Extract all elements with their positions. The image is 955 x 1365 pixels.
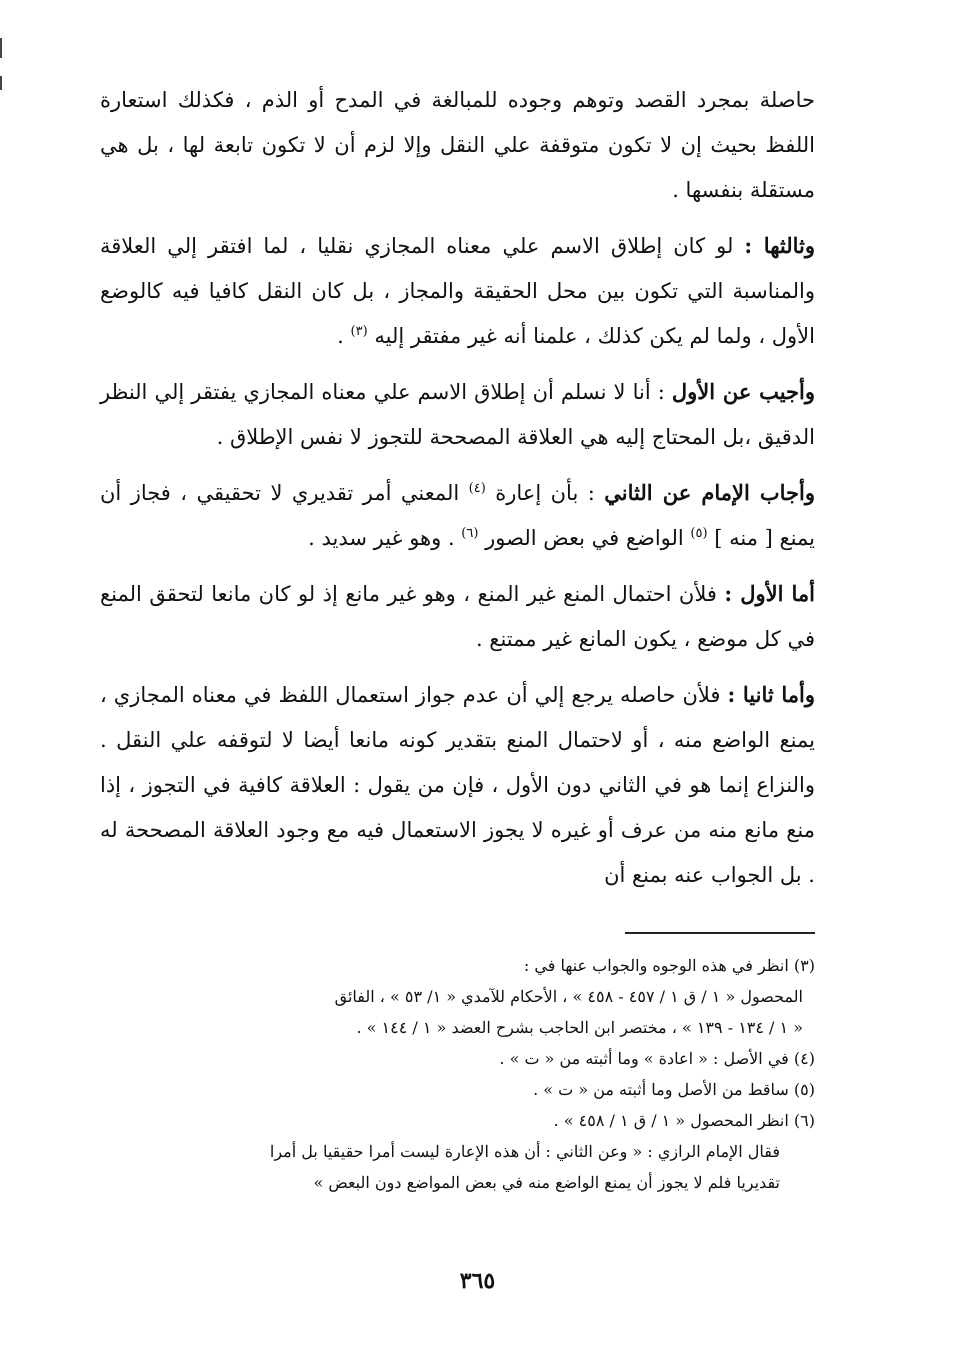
footnote-3: (٣) انظر في هذه الوجوه والجواب عنها في : xyxy=(523,956,815,975)
footnote-6: (٦) انظر المحصول « ١ / ق ١ / ٤٥٨ » . xyxy=(553,1111,815,1130)
paragraph-lead: وأجيب عن الأول xyxy=(671,379,815,404)
paragraph-text-tail: . وهو غير سديد . xyxy=(308,526,462,550)
paragraph-1 xyxy=(100,78,815,213)
footnote-6-quote: فقال الإمام الرازي : « وعن الثاني : أن هذه الإعارة ليست أمرا حقيقيا بل أمرا xyxy=(269,1142,780,1161)
paragraph-text: لو كان إطلاق الاسم علي معناه المجازي نقليا ، لما افتقر إلي العلاقة والمناسبة التي تكون بين محل الحقيقة والمجاز ، بل كان النقل كافيا فيه كالوضع الأول ، ولما لم يكن كذلك ، علمنا أنه غير مفتقر إليه xyxy=(100,234,815,348)
footnote-ref: (٤) xyxy=(468,481,486,496)
footnote-3-line: المحصول « ١ / ق ١ / ٤٥٧ - ٤٥٨ » ، الأحكام للآمدي « ١/ ٥٣ » ، الفائق xyxy=(334,987,803,1006)
paragraph-text: حاصلة بمجرد القصد وتوهم وجوده للمبالغة في المدح أو الذم ، فكذلك استعارة اللفظ بحيث إن لا تكون متوقفة علي النقل وإلا لزم أن لا تكون تابعة لها ، بل هي مستقلة بنفسها . xyxy=(100,88,815,202)
footnote-separator xyxy=(625,932,815,934)
paragraph-text: فلأن حاصله يرجع إلي أن عدم جواز استعمال اللفظ في معناه المجازي ، يمنع الواضع منه ، أو لاحتمال المنع بتقدير كونه مانعا أيضا لا لتوقفه علي النقل . والنزاع إنما هو في الثاني دون الأول ، فإن من يقول : العلاقة كافية في التجوز ، إذا منع مانع منه من عرف أو غيره لا يجوز الاستعمال فيه مع وجود العلاقة المصححة له . بل الجواب عنه بمنع أن xyxy=(100,683,815,887)
footnote-5: (٥) ساقط من الأصل وما أثبته من « ت » . xyxy=(533,1080,815,1099)
paragraph-text-tail: . xyxy=(337,324,351,348)
paragraph-lead: وأما ثانيا : xyxy=(727,682,815,707)
footnote-ref: (٣) xyxy=(350,324,368,339)
paragraph-text: : أنا لا نسلم أن إطلاق الاسم علي معناه المجازي يفتقر إلي النظر الدقيق ،بل المحتاج إليه هي العلاقة المصححة للتجوز لا نفس الإطلاق . xyxy=(100,380,815,449)
paragraph-5 xyxy=(100,571,815,662)
paragraph-text: : بأن إعارة xyxy=(485,481,605,505)
paragraph-lead: وأجاب الإمام عن الثاني xyxy=(604,480,815,505)
footnote-4: (٤) في الأصل : « اعادة » وما أثبته من « ت » . xyxy=(499,1049,815,1068)
footnote-6-quote: تقديريا فلم لا يجوز أن يمنع الواضع منه في بعض المواضع دون البعض » xyxy=(313,1173,780,1192)
scan-edge-mark xyxy=(0,76,2,90)
paragraph-6 xyxy=(100,672,815,898)
footnotes xyxy=(150,950,815,1198)
paragraph-2 xyxy=(100,223,815,359)
paragraph-text-tail: الواضع في بعض الصور xyxy=(478,526,691,550)
footnote-ref: (٥) xyxy=(690,526,708,541)
paragraph-3 xyxy=(100,369,815,460)
footnote-3-line: « ١ / ١٣٤ - ١٣٩ » ، مختصر ابن الحاجب بشرح العضد « ١ / ١٤٤ » . xyxy=(356,1018,803,1037)
scan-edge-mark xyxy=(0,38,2,58)
paragraph-lead: أما الأول : xyxy=(724,581,815,606)
paragraph-text: فلأن احتمال المنع غير المنع ، وهو غير مانع إذ لو كان مانعا لتحقق المنع في كل موضع ، يكون المانع غير ممتنع . xyxy=(100,582,815,651)
paragraph-lead: وثالثها : xyxy=(744,233,816,258)
main-text xyxy=(100,78,815,908)
page-number: ٣٦٥ xyxy=(459,1268,496,1294)
footnote-ref: (٦) xyxy=(461,526,479,541)
paragraph-4 xyxy=(100,470,815,561)
paragraph-text-tail: المعني أمر تقديري لا تحقيقي ، فجاز أن يمنع [ منه ] xyxy=(100,481,815,550)
